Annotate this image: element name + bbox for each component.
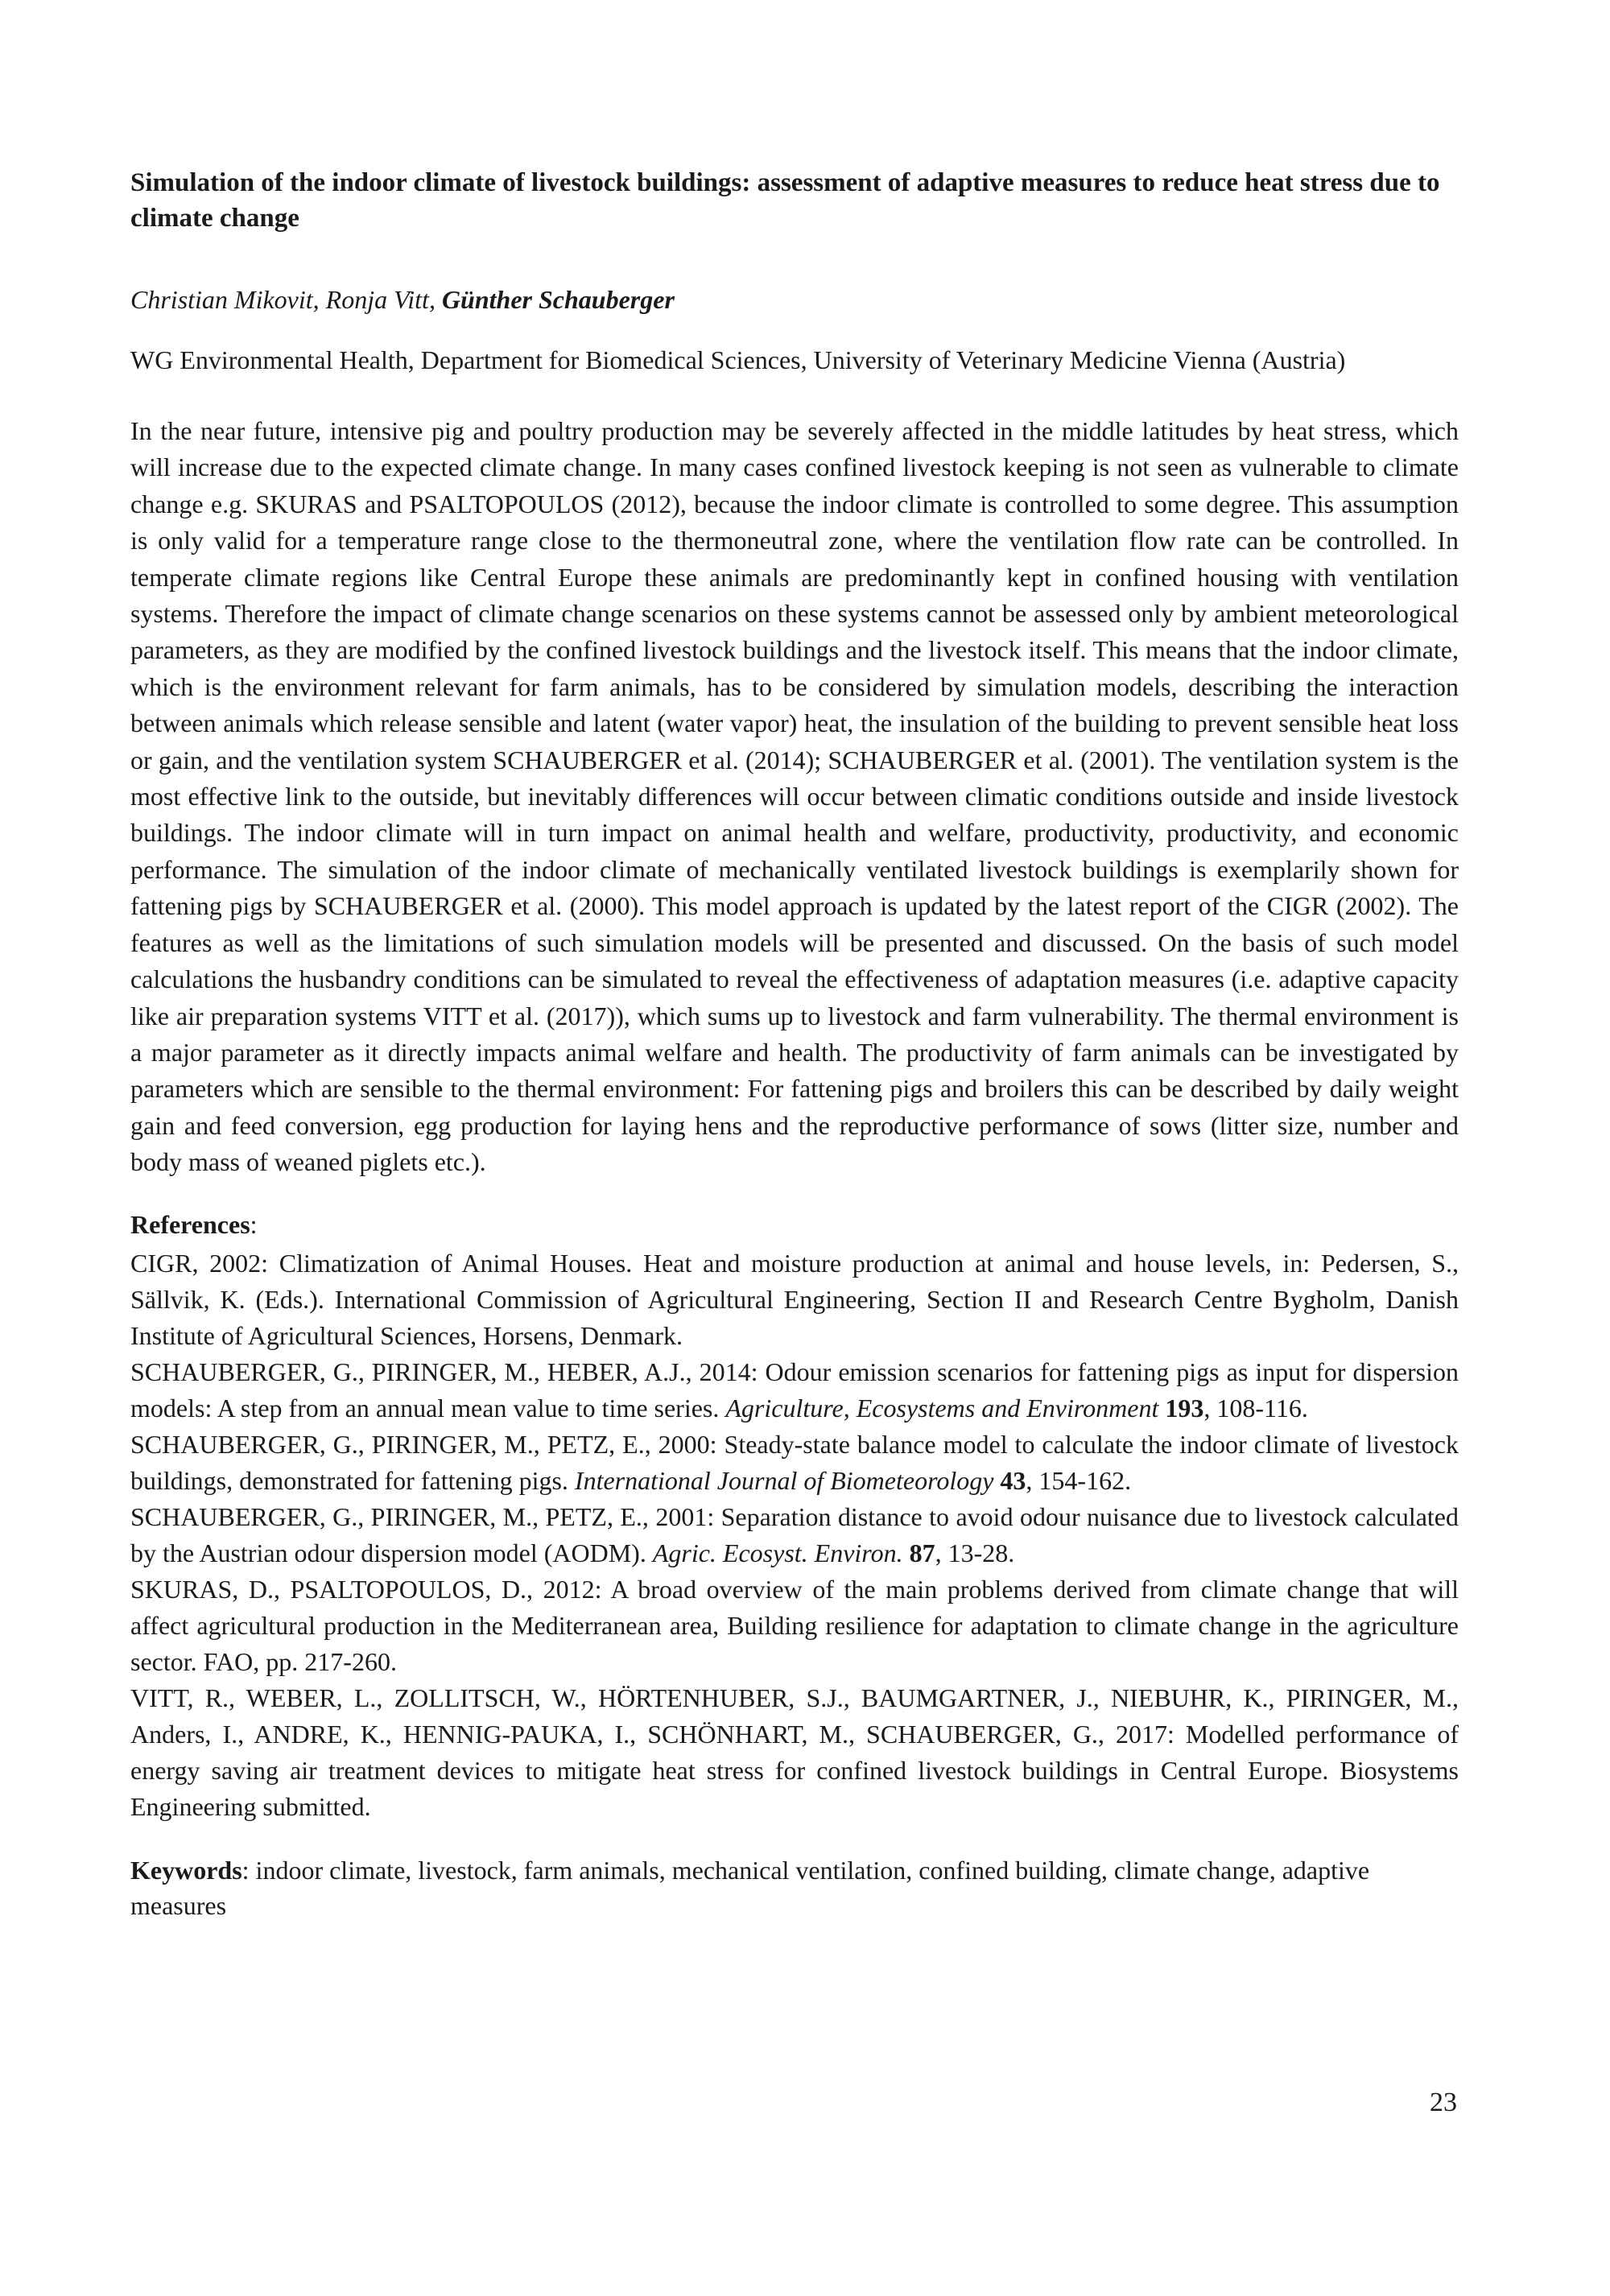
paper-page bbox=[130, 165, 1459, 1923]
reference-item: VITT, R., WEBER, L., ZOLLITSCH, W., HÖRTENHUBER, S.J., BAUMGARTNER, J., NIEBUHR, K., PIRINGER, M., Anders, I., ANDRE, K., HENNIG-PAUKA, I., SCHÖNHART, M., SCHAUBERGER, G., 2017: Modelled performance of energy saving air treatment devices to mitigate heat stress for confined livestock buildings in Central Europe. Biosystems Engineering submitted. bbox=[130, 1683, 1459, 1821]
reference-item: SCHAUBERGER, G., PIRINGER, M., PETZ, E., 2000: Steady-state balance model to calculate the indoor climate of livestock buildings, demonstrated for fattening pigs. International Journal of Biometeorology 43, 154-162. bbox=[130, 1429, 1459, 1495]
reference-item: SCHAUBERGER, G., PIRINGER, M., HEBER, A.J., 2014: Odour emission scenarios for fattening pigs as input for dispersion models: A step from an annual mean value to time series. Agriculture, Ecosystems and Environment 193, 108-116. bbox=[130, 1357, 1459, 1423]
references-heading: References: bbox=[130, 1209, 258, 1239]
presenting-author: Günther Schauberger bbox=[441, 285, 675, 314]
affiliation: WG Environmental Health, Department for Biomedical Sciences, University of Veterinary Medicine Vienna (Austria) bbox=[130, 345, 1346, 374]
abstract-body: In the near future, intensive pig and poultry production may be severely affected in the middle latitudes by heat stress, which will increase due to the expected climate change. In many cases confined livestock keeping is not seen as vulnerable to climate change e.g. SKURAS and PSALTOPOULOS (2012), because the indoor climate is controlled to some degree. This assumption is only valid for a temperature range close to the thermoneutral zone, where the ventilation flow rate can be controlled. In temperate climate regions like Central Europe these animals are predominantly kept in confined housing with ventilation systems. Therefore the impact of climate change scenarios on these systems cannot be assessed only by ambient meteorological parameters, as they are modified by the confined livestock buildings and the livestock itself. This means that the indoor climate, which is the environment relevant for farm animals, has to be considered by simulation models, describing the interaction between animals which release sensible and latent (water vapor) heat, the insulation of the building to prevent sensible heat loss or gain, and the ventilation system SCHAUBERGER et al. (2014); SCHAUBERGER et al. (2001). The ventilation system is the most effective link to the outside, but inevitably differences will occur between climatic conditions outside and inside livestock buildings. The indoor climate will in turn impact on animal health and welfare, productivity, productivity, and economic performance. The simulation of the indoor climate of mechanically ventilated livestock buildings is exemplarily shown for fattening pigs by SCHAUBERGER et al. (2000). This model approach is updated by the latest report of the CIGR (2002). The features as well as the limitations of such simulation models will be presented and discussed. On the basis of such model calculations the husbandry conditions can be simulated to reveal the effectiveness of adaptation measures (i.e. adaptive capacity like air preparation systems VITT et al. (2017)), which sums up to livestock and farm vulnerability. The thermal environment is a major parameter as it directly impacts animal welfare and health. The productivity of farm animals can be investigated by parameters which are sensible to the thermal environment: For fattening pigs and broilers this can be described by daily weight gain and feed conversion, egg production for laying hens and the reproductive performance of sows (litter size, number and body mass of weaned piglets etc.). bbox=[130, 416, 1459, 1177]
paper-title: Simulation of the indoor climate of livestock buildings: assessment of adaptive measures to reduce heat stress due to climate change bbox=[130, 168, 1440, 233]
keywords-text: : indoor climate, livestock, farm animals, mechanical ventilation, confined building, climate change, adaptive measures bbox=[130, 1855, 1370, 1920]
keywords bbox=[130, 1852, 1459, 1923]
reference-list bbox=[130, 1245, 1459, 1825]
reference-item: CIGR, 2002: Climatization of Animal Houses. Heat and moisture production at animal and house levels, in: Pedersen, S., Sällvik, K. (Eds.). International Commission of Agricultural Engineering, Section II and Research Centre Bygholm, Danish Institute of Agricultural Sciences, Horsens, Denmark. bbox=[130, 1248, 1459, 1350]
reference-item: SCHAUBERGER, G., PIRINGER, M., PETZ, E., 2001: Separation distance to avoid odour nuisance due to livestock calculated by the Austrian odour dispersion model (AODM). Agric. Ecosyst. Environ. 87, 13-28. bbox=[130, 1501, 1459, 1567]
page-number: 23 bbox=[1430, 2087, 1457, 2117]
keywords-label: Keywords bbox=[130, 1855, 242, 1885]
author-list bbox=[130, 283, 1459, 316]
reference-item: SKURAS, D., PSALTOPOULOS, D., 2012: A broad overview of the main problems derived from climate change that will affect agricultural production in the Mediterranean area, Building resilience for adaptation to climate change in the agriculture sector. FAO, pp. 217-260. bbox=[130, 1574, 1459, 1676]
co-authors: Christian Mikovit, Ronja Vitt, bbox=[130, 285, 442, 314]
references-section bbox=[130, 1207, 1459, 1825]
